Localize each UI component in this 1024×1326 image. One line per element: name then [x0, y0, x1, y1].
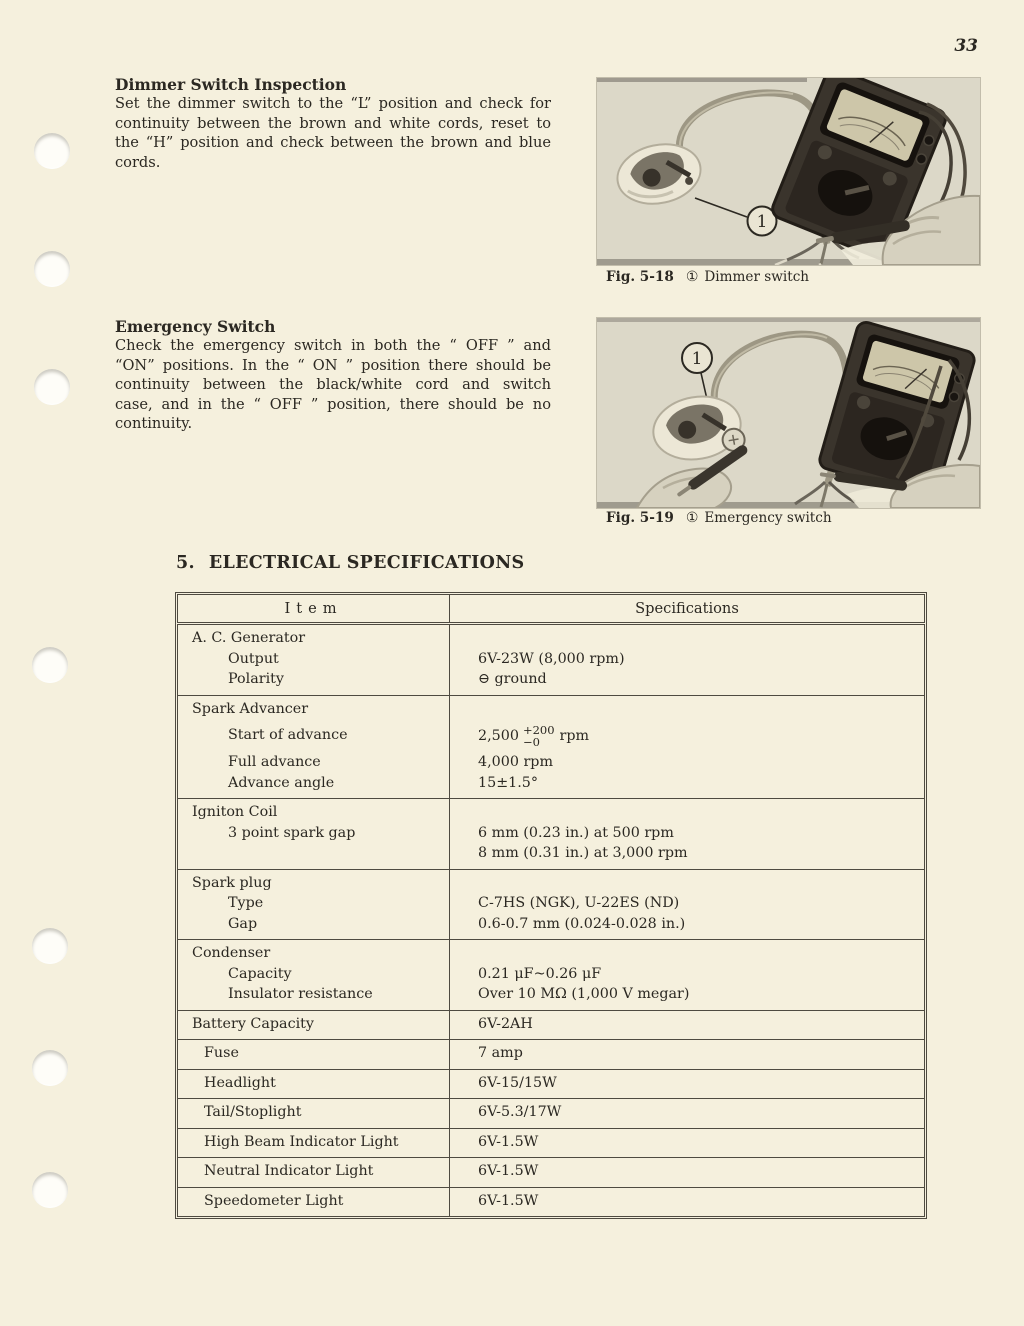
item-cell	[178, 1187, 450, 1217]
tolerance-upper: +200	[522, 722, 555, 737]
spec-value: 0.6-0.7 mm (0.024-0.028 in.)	[478, 915, 686, 932]
spec-heading-number: 5.	[176, 553, 195, 573]
spec-value: 7 amp	[478, 1045, 523, 1061]
item-cell	[178, 1128, 450, 1158]
spec-value: 8 mm (0.31 in.) at 3,000 rpm	[478, 845, 688, 861]
section-heading-dimmer-switch: Dimmer Switch Inspection	[115, 75, 347, 94]
spec-value: 6V-1.5W	[478, 1133, 539, 1150]
table-row	[178, 1187, 925, 1217]
figure-label: Fig. 5-18	[606, 269, 674, 285]
spec-value: ⊖ ground	[478, 671, 547, 687]
punch-hole	[34, 369, 70, 405]
item-cell	[178, 869, 450, 940]
spec-value-tolerance	[450, 719, 924, 752]
spec-cell	[450, 799, 925, 870]
spec-cell	[450, 1158, 925, 1188]
item-cell	[178, 940, 450, 1011]
photo-edge-shade	[597, 318, 980, 322]
spec-value: 6V-1.5W	[478, 1192, 539, 1209]
column-header-specifications: Specifications	[450, 595, 925, 624]
item-label: Gap	[228, 915, 258, 932]
punch-hole	[32, 1050, 68, 1086]
figure-caption	[606, 510, 832, 526]
spec-value: 6V-5.3/17W	[478, 1104, 562, 1120]
table-row	[178, 1158, 925, 1188]
item-label: Capacity	[228, 965, 292, 982]
item-group-title: A. C. Generator	[192, 630, 306, 646]
section-body-emergency-switch: Check the emergency switch in both the “ OFF ” and “ON” positions. In the “ ON ” position there should be continuity between the black/white cord and switch case, and in the “ OFF ” position, there should be no continuity.	[115, 337, 551, 432]
circled-1-icon: ①	[685, 510, 699, 526]
spec-value: 6V-2AH	[478, 1015, 533, 1032]
spec-value: 6V-23W (8,000 rpm)	[478, 650, 625, 667]
item-label: Polarity	[228, 671, 284, 687]
column-header-item: Item	[178, 595, 450, 624]
figure-caption-text: Emergency switch	[704, 510, 832, 526]
punch-hole	[32, 928, 68, 964]
tolerance-base: 2,500	[478, 727, 519, 744]
item-label: 3 point spark gap	[228, 824, 356, 841]
item-label: Battery Capacity	[192, 1015, 314, 1032]
spec-value: 0.21 μF~0.26 μF	[478, 965, 602, 982]
item-label: Tail/Stoplight	[204, 1104, 302, 1120]
table-row	[178, 1069, 925, 1099]
spec-value: 6 mm (0.23 in.) at 500 rpm	[478, 824, 674, 841]
spec-cell	[450, 1099, 925, 1129]
circled-1-icon: ①	[685, 269, 699, 285]
item-cell	[178, 624, 450, 696]
spec-cell	[450, 869, 925, 940]
punch-hole	[34, 251, 70, 287]
table-row	[178, 1010, 925, 1040]
spec-table-body	[178, 624, 925, 1217]
item-label: Insulator resistance	[228, 986, 373, 1002]
spec-cell	[450, 1040, 925, 1070]
item-label: Speedometer Light	[204, 1192, 344, 1209]
item-group-title: Igniton Coil	[192, 804, 278, 820]
spec-cell	[450, 1128, 925, 1158]
svg-text:1: 1	[756, 212, 768, 232]
page-number: 33	[954, 36, 978, 56]
section-heading-emergency-switch: Emergency Switch	[115, 317, 276, 336]
item-label: High Beam Indicator Light	[204, 1133, 399, 1150]
item-cell	[178, 1010, 450, 1040]
item-cell	[178, 1069, 450, 1099]
item-label: Start of advance	[228, 727, 348, 743]
item-cell	[178, 1099, 450, 1129]
spec-cell	[450, 624, 925, 696]
svg-text:1: 1	[691, 349, 703, 369]
tolerance-lower: −0	[522, 734, 540, 749]
table-row	[178, 1040, 925, 1070]
spec-value: 15±1.5°	[478, 774, 539, 791]
table-row	[178, 799, 925, 870]
item-label: Output	[228, 650, 279, 667]
punch-hole	[34, 133, 70, 169]
spec-heading-title: ELECTRICAL SPECIFICATIONS	[208, 553, 525, 573]
spec-value: 6V-15/15W	[478, 1074, 557, 1091]
item-group-title: Spark Advancer	[192, 700, 309, 717]
spec-cell	[450, 695, 925, 799]
item-group-title: Condenser	[192, 945, 271, 961]
tolerance-unit: rpm	[559, 727, 590, 744]
item-label: Fuse	[204, 1045, 239, 1061]
emergency-switch-test-photo	[597, 318, 980, 508]
punch-hole	[32, 1172, 68, 1208]
item-cell	[178, 1040, 450, 1070]
figure-caption-text: Dimmer switch	[704, 269, 810, 285]
item-cell	[178, 695, 450, 799]
item-label: Advance angle	[228, 774, 335, 791]
spec-value: C-7HS (NGK), U-22ES (ND)	[478, 895, 680, 911]
spec-value: 4,000 rpm	[478, 754, 554, 770]
punch-hole	[32, 647, 68, 683]
table-row	[178, 695, 925, 799]
spec-cell	[450, 1069, 925, 1099]
figure-label: Fig. 5-19	[606, 510, 674, 526]
spec-section-heading	[176, 553, 524, 573]
table-row	[178, 869, 925, 940]
item-group-title: Spark plug	[192, 874, 272, 891]
spec-value: 6V-1.5W	[478, 1163, 539, 1179]
figure-photo-dimmer-switch	[597, 78, 980, 265]
item-label: Type	[228, 895, 264, 911]
tolerance-stack	[523, 724, 555, 748]
item-label: Full advance	[228, 754, 321, 770]
spec-table	[175, 592, 927, 1219]
spec-value: Over 10 MΩ (1,000 V megar)	[478, 986, 690, 1002]
item-label: Neutral Indicator Light	[204, 1163, 374, 1179]
item-cell	[178, 1158, 450, 1188]
item-label: Headlight	[204, 1074, 276, 1091]
figure-caption	[606, 269, 809, 285]
table-row	[178, 1099, 925, 1129]
dimmer-switch-test-photo	[597, 78, 980, 265]
spec-cell	[450, 940, 925, 1011]
spec-cell	[450, 1187, 925, 1217]
figure-photo-emergency-switch	[597, 318, 980, 508]
photo-edge-shade	[597, 78, 807, 82]
section-body-dimmer-switch: Set the dimmer switch to the “L” position and check for continuity between the brown and white cords, reset to the “H” position and check between the brown and blue cords.	[115, 95, 551, 171]
callout-1-marker	[682, 343, 712, 373]
spec-cell	[450, 1010, 925, 1040]
table-row	[178, 624, 925, 696]
table-row	[178, 940, 925, 1011]
item-cell	[178, 799, 450, 870]
table-row	[178, 1128, 925, 1158]
